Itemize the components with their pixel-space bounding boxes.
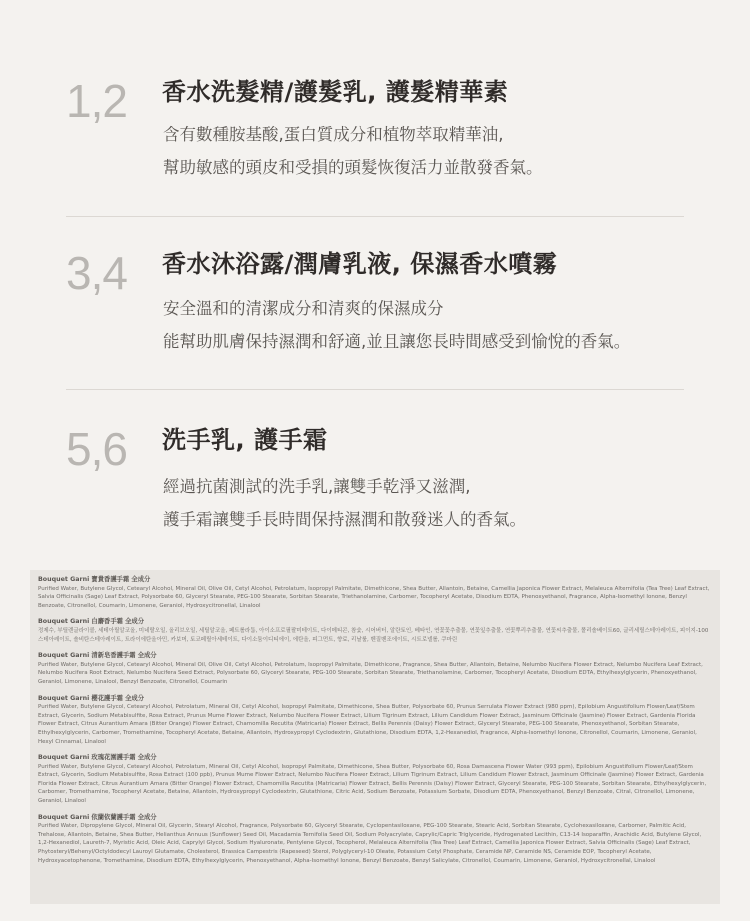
- ingredient-block: [38, 618, 712, 644]
- ingredient-title: Bouquet Garni 玫瑰花園護手霜 全成分: [38, 754, 157, 762]
- ingredient-title: Bouquet Garni 白麝香手霜 全成分: [38, 618, 144, 626]
- section-line-2: 護手霜讓雙手長時間保持濕潤和散發迷人的香氣。: [163, 510, 526, 529]
- section-title: 香水洗髮精/護髮乳, 護髮精華素: [162, 78, 509, 106]
- ingredient-text: Purified Water, Butylene Glycol, Cetearyl Alcohol, Petrolatum, Mineral Oil, Cetyl Alcohol, Isopropyl Palmitate, Dimethicone, Shea Butter, Polysorbate 60, Rosa Damascena Flower Water (993 ppm), Epilobium Angustifolium Flower/Leaf/Stem Extract, Glycerin, Sodium Metabisulfite, Rosa Extract (100 ppb), Prunus Mume Flower Extract, Nelumbo Nucifera Flower Extract, Lilium Tigrinum Extract, Lilium Candidum Flower Extract, Jasminum Officinale (Jasmine) Flower Extract, Gardenia Florida Flower Extract, Citrus Aurantium Amara (Bitter Orange) Flower Extract, Chamomilla Recutita (Matricaria) Flower Extract, Bellis Perennis (Daisy) Flower Extract, Glyceryl Stearate, PEG-100 Stearate, Sorbitan Stearate, Ethylhexylglycerin, Carbomer, Tromethamine, Tocopheryl Acetate, Betaine, Allantoin, Hydroxypropyl Cyclodextrin, Glutathione, Citric Acid, Sodium Benzoate, Potassium Sorbate, Disodium EDTA, Phenoxyethanol, Benzyl Benzoate, Citral, Citronellol, Limonene, Geraniol, Linalool: [38, 763, 707, 805]
- section-title: 香水沐浴露/潤膚乳液, 保濕香水噴霧: [162, 250, 558, 278]
- ingredient-text: 정제수, 부틸렌글라이콜, 세테아릴알코올, 미네랄오일, 올리브오일, 세틸알코올, 페트롤라툼, 아이소프로필팔미테이트, 다이메티콘, 참숯, 시어버터, 알란토인, 베타인, 연꽃꽃추출물, 연꽃잎추출물, 연꽃뿌리추출물, 연꽃씨추출물, 폴리솔베이트60, 글리세릴스테아레이트, 피이지-100스테아레이트, 솔비탄스테아레이트, 트라이에탄올아민, 카보머, 토코페릴아세테이트, 다이소듐이디티에이, 에탄올, 피그먼트, 향료, 리날룰, 벤질벤조에이트, 시트로넬롤, 쿠마린: [38, 627, 709, 643]
- section-line-1: 經過抗菌測試的洗手乳,讓雙手乾淨又滋潤,: [163, 477, 471, 496]
- ingredients-panel: [30, 570, 720, 904]
- section-line-1: 安全溫和的清潔成分和清爽的保濕成分: [163, 299, 444, 318]
- ingredient-block: [38, 576, 712, 610]
- ingredient-title: Bouquet Garni 依蘭依蘭護手霜 全成分: [38, 813, 157, 821]
- ingredient-block: [38, 652, 712, 686]
- ingredient-text: Purified Water, Butylene Glycol, Cetearyl Alcohol, Mineral Oil, Olive Oil, Cetyl Alcohol, Petrolatum, Isopropyl Palmitate, Dimethicone, Shea Butter, Allantoin, Betaine, Camellia Japonica Flower Extract, Melaleuca Alternifolia (Tea Tree) Leaf Extract, Salvia Officinalis (Sage) Leaf Extract, Polysorbate 60, Glyceryl Stearate, PEG-100 Stearate, Sorbitan Stearate, Triethanolamine, Carbomer, Tocopheryl Acetate, Disodium EDTA, Phenoxyethanol, Fragrance, Alpha-Isomethyl Ionone, Benzyl Benzoate, Citronellol, Coumarin, Limonene, Geraniol, Hydroxycitronellal, Linalool: [38, 585, 710, 609]
- section-number: 1,2: [66, 75, 127, 127]
- ingredient-text: Purified Water, Dipropylene Glycol, Mineral Oil, Glycerin, Stearyl Alcohol, Fragrance, Polysorbate 60, Glyceryl Stearate, Cyclopentasiloxane, PEG-100 Stearate, Stearic Acid, Sorbitan Stearate, Cyclohexasiloxane, Carbomer, Palmitic Acid, Trehalose, Allantoin, Betaine, Shea Butter, Helianthus Annuus (Sunflower) Seed Oil, Macadamia Ternifolia Seed Oil, Sodium Polyacrylate, Caprylic/Capric Triglyceride, Hydrogenated Lecithin, C13-14 Isoparaffin, Arachidic Acid, Butylene Glycol, 1,2-Hexanediol, Laureth-7, Myristic Acid, Oleic Acid, Caprylyl Glycol, Sodium Hyaluronate, Pentylene Glycol, Tocopherol, Melaleuca Alternifolia (Tea Tree) Leaf Extract, Camellia Japonica Flower Extract, Salvia Officinalis (Sage) Leaf Extract, Phytosteryl/Behenyl/Octyldodecyl Lauroyl Glutamate, Cholesterol, Brassica Campestris (Rapeseed) Sterol, Polyglyceryl-10 Oleate, Potassium Cetyl Phosphate, Ceramide NP, Ceramide NS, Ceramide EOP, Tocopheryl Acetate, Hydroxyacetophenone, Tromethamine, Disodium EDTA, Ethylhexylglycerin, Phenoxyethanol, Alpha-Isomethyl Ionone, Benzyl Benzoate, Benzyl Salicylate, Citronellol, Coumarin, Limonene, Geraniol, Hydroxycitronellal, Linalool: [38, 823, 702, 864]
- ingredient-block: [38, 754, 712, 806]
- ingredient-title: Bouquet Garni 櫻花護手霜 全成分: [38, 694, 144, 702]
- ingredient-text: Purified Water, Butylene Glycol, Cetearyl Alcohol, Mineral Oil, Olive Oil, Cetyl Alcohol, Petrolatum, Isopropyl Palmitate, Dimethicone, Fragrance, Shea Butter, Allantoin, Betaine, Nelumbo Nucifera Flower Extract, Nelumbo Nucifera Leaf Extract, Nelumbo Nucifera Root Extract, Nelumbo Nucifera Seed Extract, Polysorbate 60, Glyceryl Stearate, PEG-100 Stearate, Sorbitan Stearate, Triethanolamine, Carbomer, Tocopheryl Acetate, Disodium EDTA, Ethylhexylglycerin, Phenoxyethanol, Geraniol, Limonene, Linalool, Benzyl Benzoate, Citronellol, Coumarin: [38, 661, 703, 685]
- section-line-1: 含有數種胺基酸,蛋白質成分和植物萃取精華油,: [163, 125, 504, 144]
- ingredient-text: Purified Water, Butylene Glycol, Cetearyl Alcohol, Petrolatum, Mineral Oil, Cetyl Alcohol, Isopropyl Palmitate, Dimethicone, Shea Butter, Polysorbate 60, Prunus Serrulata Flower Extract (980 ppm), Epilobium Angustifolium Flower/Leaf/Stem Extract, Glycerin, Sodium Metabisulfite, Rosa Extract, Prunus Mume Flower Extract, Nelumbo Nucifera Flower Extract, Lilium Tigrinum Extract, Lilium Candidum Flower Extract, Jasminum Officinale (Jasmine) Flower Extract, Gardenia Florida Flower Extract, Citrus Aurantium Amara (Bitter Orange) Flower Extract, Chamomilla Recutita (Matricaria) Flower Extract, Bellis Perennis (Daisy) Flower Extract, Glyceryl Stearate, PEG-100 Stearate, Phenoxyethanol, Sorbitan Stearate, Ethylhexylglycerin, Carbomer, Tromethamine, Tocopheryl Acetate, Betaine, Allantoin, Hydroxypropyl Cyclodextrin, Glutathione, Disodium EDTA, 1,2-Hexanediol, Fragrance, Alpha-Isomethyl Ionone, Citronellol, Coumarin, Limonene, Geraniol, Hexyl Cinnamal, Linalool: [38, 704, 697, 745]
- section-line-2: 幫助敏感的頭皮和受損的頭髮恢復活力並散發香氣。: [163, 158, 543, 177]
- section-title: 洗手乳, 護手霜: [162, 426, 328, 454]
- ingredient-title: Bouquet Garni 清新皂香護手霜 全成分: [38, 652, 157, 660]
- section-number: 3,4: [66, 247, 127, 299]
- ingredient-title: Bouquet Garni 寶貴香護手霜 全成分: [38, 576, 151, 583]
- section-number: 5,6: [66, 423, 127, 475]
- ingredient-block: [38, 814, 712, 866]
- divider: [66, 389, 684, 390]
- section-line-2: 能幫助肌膚保持濕潤和舒適,並且讓您長時間感受到愉悅的香氣。: [163, 332, 631, 351]
- ingredient-block: [38, 695, 712, 747]
- divider: [66, 216, 684, 217]
